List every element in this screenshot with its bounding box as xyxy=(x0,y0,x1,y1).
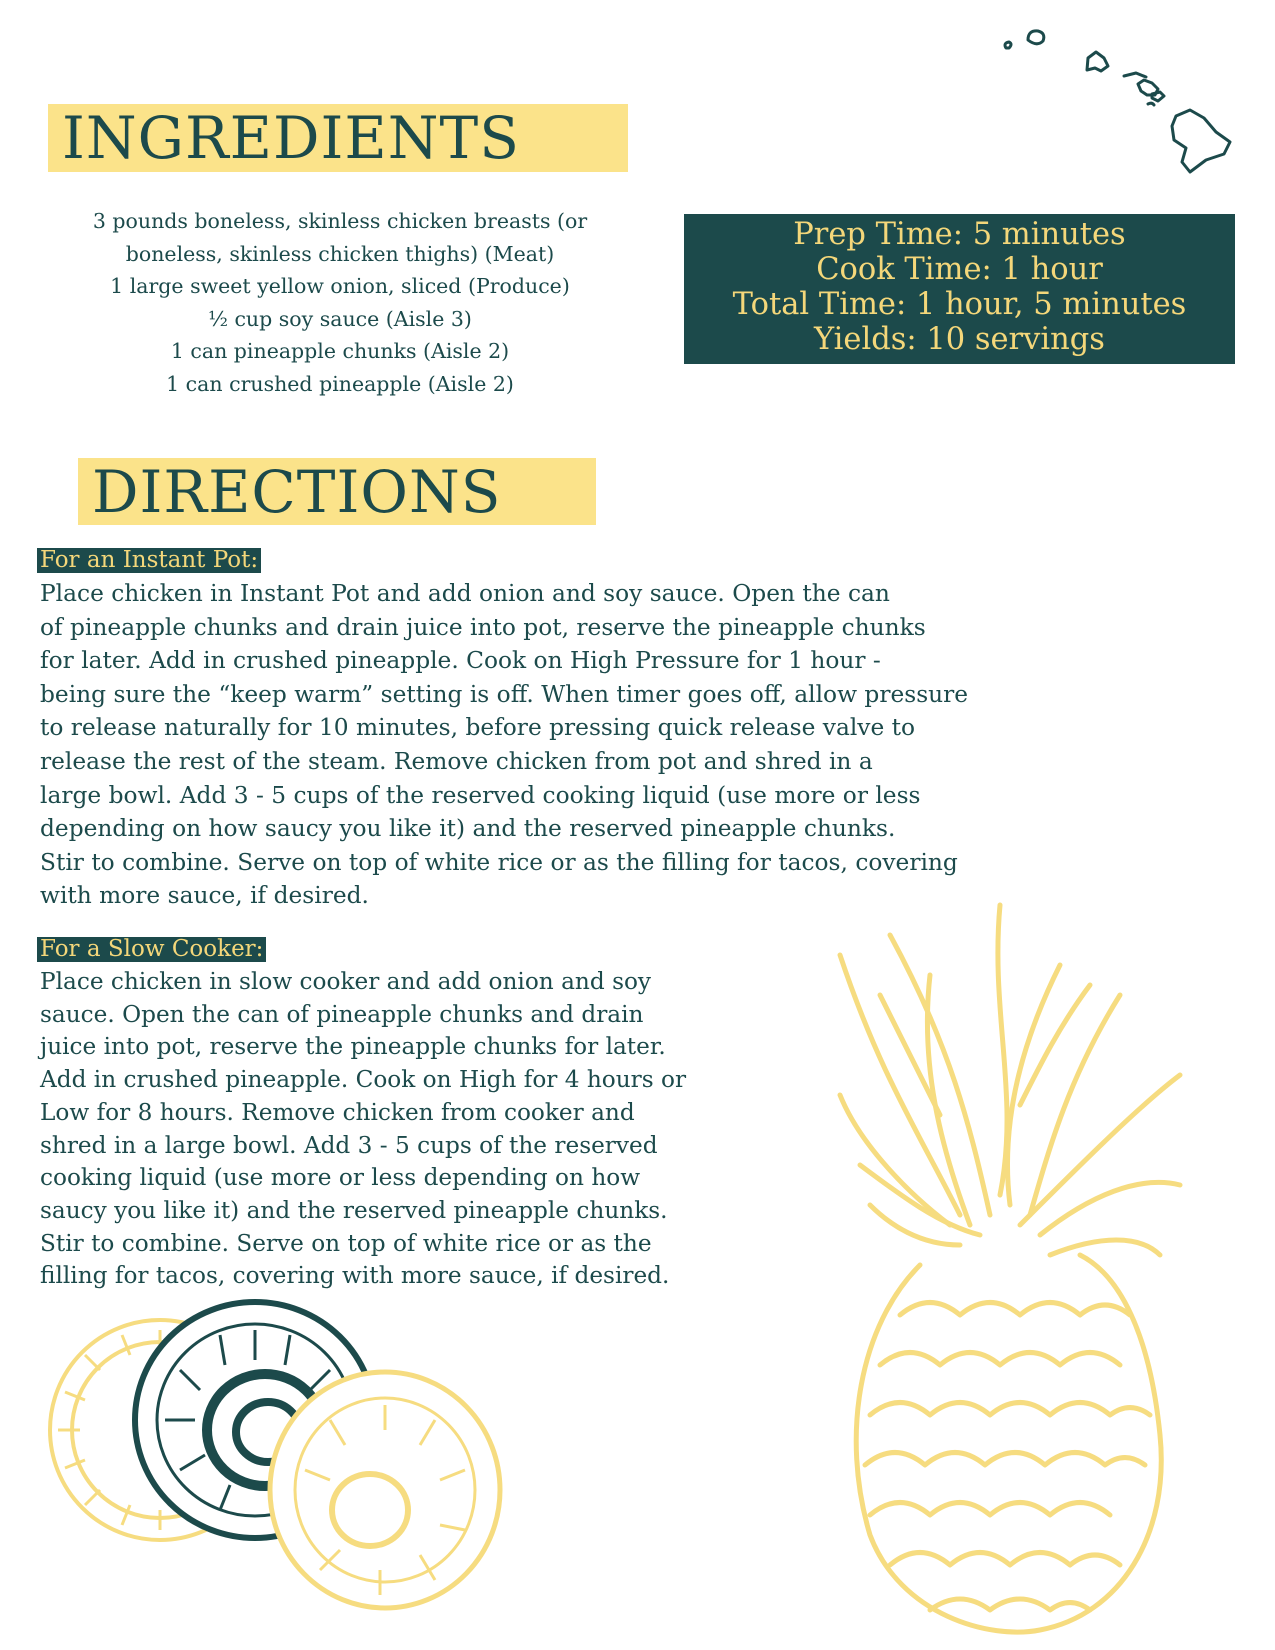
direction-line: filling for tacos, covering with more sauce, if desired. xyxy=(40,1262,670,1290)
slow-cooker-label: For a Slow Cooker: xyxy=(37,937,266,962)
direction-line: depending on how saucy you like it) and the reserved pineapple chunks. xyxy=(40,815,896,843)
yields: Yields: 10 servings xyxy=(814,322,1105,357)
direction-line: Place chicken in slow cooker and add onion and soy xyxy=(40,968,652,995)
time-info-box xyxy=(684,214,1235,364)
cook-time: Cook Time: 1 hour xyxy=(816,252,1103,287)
total-time: Total Time: 1 hour, 5 minutes xyxy=(732,287,1187,322)
direction-line: shred in a large bowl. Add 3 - 5 cups of the reserved xyxy=(40,1131,658,1159)
direction-line: juice into pot, reserve the pineapple chunks for later. xyxy=(40,1033,666,1061)
direction-line: release the rest of the steam. Remove chicken from pot and shred in a xyxy=(40,747,873,775)
direction-line: large bowl. Add 3 - 5 cups of the reserved cooking liquid (use more or less xyxy=(40,781,921,809)
direction-line: Add in crushed pineapple. Cook on High for 4 hours or xyxy=(40,1066,687,1094)
ingredients-heading: INGREDIENTS xyxy=(48,104,628,172)
direction-line: cooking liquid (use more or less depending on how xyxy=(40,1164,641,1192)
directions-heading: DIRECTIONS xyxy=(78,458,596,525)
prep-time: Prep Time: 5 minutes xyxy=(793,217,1126,252)
instant-pot-directions xyxy=(40,577,1240,913)
direction-line: Place chicken in Instant Pot and add onion and soy sauce. Open the can xyxy=(40,580,890,607)
direction-line: Stir to combine. Serve on top of white rice or as the filling for tacos, covering xyxy=(40,848,958,876)
direction-line: sauce. Open the can of pineapple chunks and drain xyxy=(40,1000,644,1028)
direction-line: of pineapple chunks and drain juice into pot, reserve the pineapple chunks xyxy=(40,613,926,641)
direction-line: for later. Add in crushed pineapple. Cook on High Pressure for 1 hour - xyxy=(40,647,881,675)
ingredient-item: 1 can pineapple chunks (Aisle 2) xyxy=(170,339,510,363)
pineapple-slices-illustration xyxy=(40,1310,510,1630)
ingredients-list xyxy=(30,205,650,400)
pineapple-illustration xyxy=(820,895,1200,1640)
direction-line: with more sauce, if desired. xyxy=(40,882,369,910)
ingredient-item: 3 pounds boneless, skinless chicken breasts (or xyxy=(92,209,588,233)
direction-line: Low for 8 hours. Remove chicken from cooker and xyxy=(40,1098,635,1126)
slow-cooker-directions xyxy=(40,966,840,1293)
instant-pot-label: For an Instant Pot: xyxy=(37,548,261,573)
direction-line: to release naturally for 10 minutes, before pressing quick release valve to xyxy=(40,714,916,742)
ingredient-item: boneless, skinless chicken thighs) (Meat) xyxy=(125,241,555,266)
ingredient-item: 1 large sweet yellow onion, sliced (Produce) xyxy=(110,274,570,298)
hawaii-islands-icon xyxy=(1000,28,1240,178)
direction-line: Stir to combine. Serve on top of white rice or as the xyxy=(40,1229,652,1257)
direction-line: saucy you like it) and the reserved pineapple chunks. xyxy=(40,1196,668,1224)
ingredient-item: 1 can crushed pineapple (Aisle 2) xyxy=(166,371,514,396)
ingredient-item: ½ cup soy sauce (Aisle 3) xyxy=(208,306,472,331)
direction-line: being sure the “keep warm” setting is off. When timer goes off, allow pressure xyxy=(40,680,969,708)
